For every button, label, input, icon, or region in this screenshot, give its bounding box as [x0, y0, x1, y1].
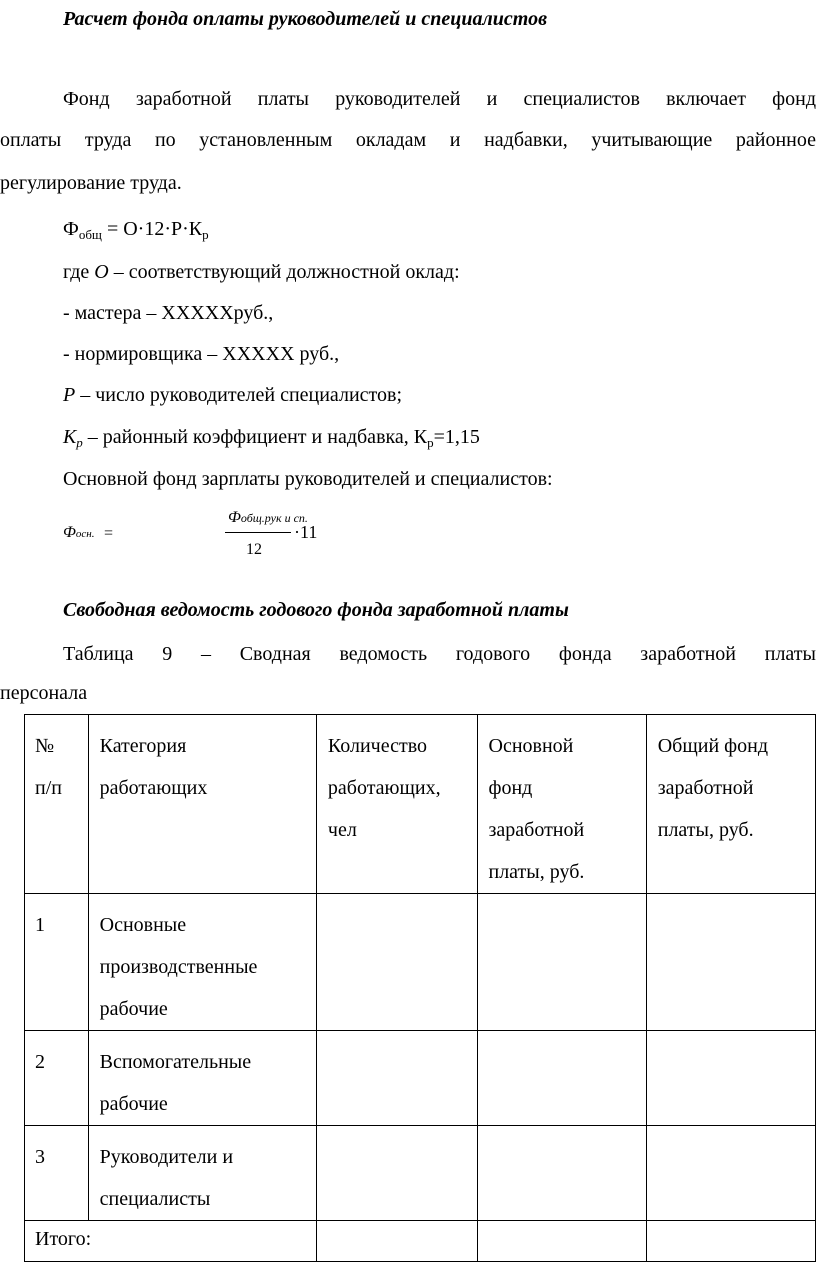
category-line: Вспомогательные — [99, 1051, 252, 1073]
row-category — [88, 894, 316, 1031]
k-definition — [63, 426, 480, 450]
fraction-bar — [225, 532, 291, 533]
formula2-denominator: 12 — [246, 541, 262, 558]
category-line: рабочие — [99, 1093, 168, 1115]
total-fund-cell[interactable] — [646, 1221, 815, 1262]
header-line: работающих — [99, 777, 208, 799]
table-header-row — [25, 715, 816, 894]
formula2-num-sub: общ.рук и сп. — [240, 511, 308, 525]
row-number: 1 — [25, 894, 89, 1031]
category-line: специалисты — [99, 1188, 211, 1210]
caption-word: 9 — [162, 643, 173, 665]
p-text: – число руководителей специалистов; — [75, 384, 403, 406]
formula-lhs-sub: общ — [78, 227, 102, 242]
formula-total-fund — [63, 218, 209, 242]
header-count — [316, 715, 477, 894]
header-line: платы, руб. — [657, 819, 754, 841]
intro-line-2: оплаты труда по установленным окладам и надбавки, учитывающие районное — [0, 129, 816, 151]
row-number: 2 — [25, 1031, 89, 1126]
caption-word: годового — [455, 643, 531, 665]
payroll-table — [24, 714, 816, 1262]
formula2-lhs-symbol: Ф — [63, 524, 76, 541]
table-caption-line-1 — [63, 644, 816, 664]
header-total-fund — [646, 715, 815, 894]
k-var-sub: р — [76, 435, 83, 450]
where-line — [63, 262, 460, 282]
row-number: 3 — [25, 1126, 89, 1221]
where-prefix: где — [63, 261, 95, 283]
formula-rhs-sub: р — [202, 227, 209, 242]
row-total-fund-cell[interactable] — [646, 1031, 815, 1126]
total-base-fund-cell[interactable] — [477, 1221, 646, 1262]
k-text: – районный коэффициент и надбавка, К — [82, 426, 428, 448]
salary-master: - мастера – ХХХХХруб., — [63, 302, 274, 324]
header-line: платы, руб. — [488, 861, 585, 883]
table-row — [25, 1126, 816, 1221]
category-line: рабочие — [99, 998, 168, 1020]
intro-line-1: Фонд заработной платы руководителей и специалистов включает фонд — [63, 88, 816, 110]
header-line: п/п — [35, 777, 62, 799]
header-line: № — [35, 735, 55, 757]
formula2-lhs — [63, 525, 94, 541]
row-base-fund-cell[interactable] — [477, 1031, 646, 1126]
formula2-eq: = — [104, 525, 114, 542]
caption-word: платы — [764, 643, 816, 665]
table-row — [25, 894, 816, 1031]
header-line: чел — [327, 819, 357, 841]
where-var: О — [94, 261, 109, 283]
header-line: Количество — [327, 735, 428, 757]
row-base-fund-cell[interactable] — [477, 1126, 646, 1221]
caption-word: – — [200, 643, 211, 665]
row-base-fund-cell[interactable] — [477, 894, 646, 1031]
category-line: Руководители и — [99, 1146, 234, 1168]
table-caption-line-2: персонала — [0, 682, 88, 704]
category-line: Основные — [99, 914, 187, 936]
salary-normer: - нормировщика – ХХХХХ руб., — [63, 343, 340, 365]
caption-word: заработной — [640, 643, 737, 665]
main-fund-label: Основной фонд зарплаты руководителей и специалистов: — [63, 468, 553, 490]
p-definition — [63, 385, 402, 405]
header-base-fund — [477, 715, 646, 894]
section-title: Расчет фонда оплаты руководителей и специалистов — [63, 8, 548, 30]
header-line: работающих, — [327, 777, 441, 799]
total-label: Итого: — [25, 1221, 317, 1262]
caption-word: Сводная — [239, 643, 311, 665]
caption-word: Таблица — [63, 643, 134, 665]
row-count-cell[interactable] — [316, 1126, 477, 1221]
formula2-lhs-sub: осн. — [75, 528, 95, 540]
row-count-cell[interactable] — [316, 1031, 477, 1126]
k-var: К — [63, 426, 77, 448]
row-total-fund-cell[interactable] — [646, 894, 815, 1031]
row-category — [88, 1126, 316, 1221]
header-line: Основной — [488, 735, 574, 757]
header-line: фонд — [488, 777, 533, 799]
row-category — [88, 1031, 316, 1126]
header-category — [88, 715, 316, 894]
header-line: заработной — [488, 819, 585, 841]
caption-word: ведомость — [339, 643, 428, 665]
where-text: – соответствующий должностной оклад: — [108, 261, 460, 283]
k-value: =1,15 — [433, 426, 480, 448]
intro-line-3: регулирование труда. — [0, 172, 182, 194]
formula2-num-symbol: Ф — [228, 509, 241, 526]
table-row — [25, 1031, 816, 1126]
total-count-cell[interactable] — [316, 1221, 477, 1262]
p-var: Р — [63, 384, 76, 406]
header-line: Категория — [99, 735, 187, 757]
category-line: производственные — [99, 956, 258, 978]
table-total-row — [25, 1221, 816, 1262]
row-count-cell[interactable] — [316, 894, 477, 1031]
header-line: заработной — [657, 777, 754, 799]
row-total-fund-cell[interactable] — [646, 1126, 815, 1221]
caption-word: фонда — [558, 643, 612, 665]
header-number — [25, 715, 89, 894]
k-text-sub: р — [427, 435, 434, 450]
header-line: Общий фонд — [657, 735, 768, 757]
formula2-multiplier: ·11 — [294, 522, 318, 542]
statement-title: Свободная ведомость годового фонда заработной платы — [63, 599, 569, 621]
formula-rhs: = О·12·Р·К — [101, 218, 203, 240]
formula-lhs: Ф — [63, 218, 79, 240]
